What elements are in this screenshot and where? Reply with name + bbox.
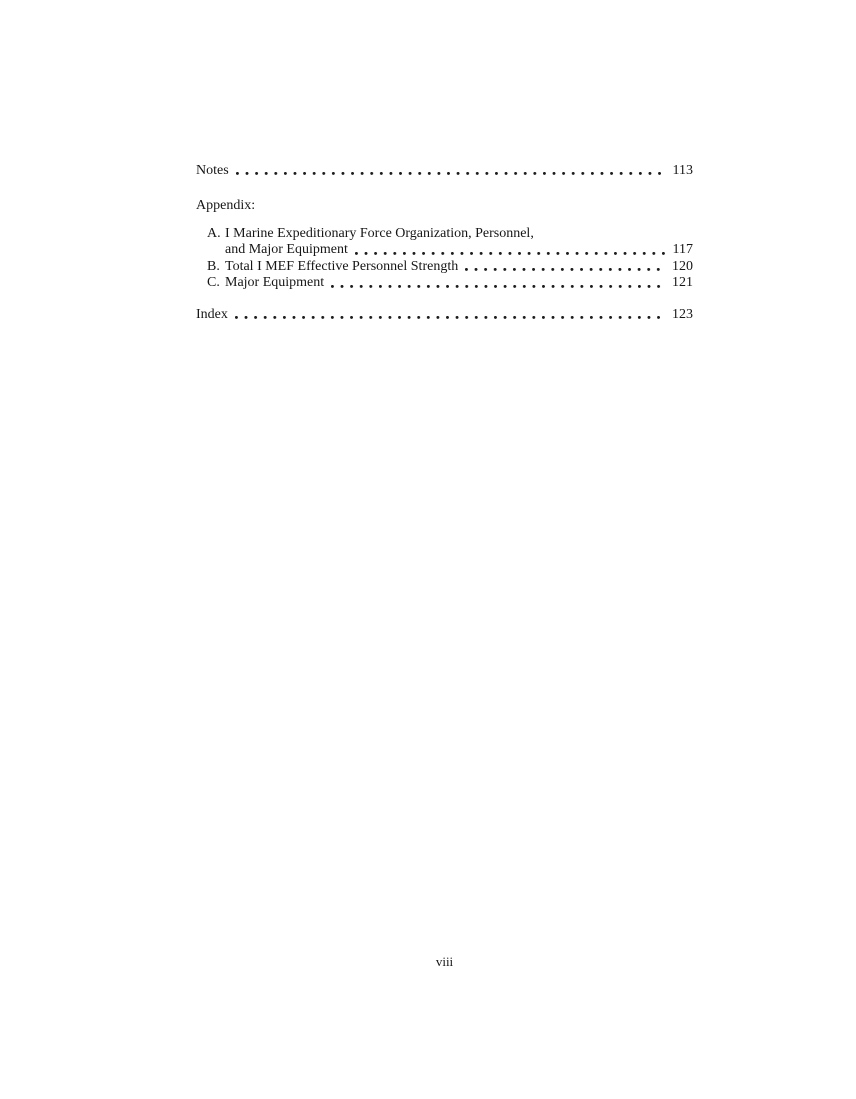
toc-page-number: 117: [672, 242, 693, 258]
toc-entry-label: Index: [196, 307, 228, 322]
appendix-heading: Appendix:: [196, 198, 256, 213]
appendix-letter: B.: [207, 258, 220, 274]
toc-page-number: 120: [672, 258, 693, 274]
folio-page-number: viii: [435, 954, 454, 969]
appendix-a-title-line: [207, 226, 693, 242]
appendix-title-continuation: and Major Equipment: [225, 242, 348, 258]
dot-leader: [331, 285, 666, 288]
toc-page-number: 113: [672, 163, 693, 178]
dot-leader: [235, 316, 666, 319]
dot-leader: [355, 252, 667, 255]
appendix-letter: A.: [207, 226, 221, 241]
appendix-letter: C.: [207, 275, 220, 291]
toc-entry-appendix-b: [207, 259, 693, 275]
appendix-a-continuation-line: [207, 242, 693, 258]
appendix-title: Total I MEF Effective Personnel Strength: [225, 258, 459, 274]
appendix-list: [207, 226, 693, 292]
toc-page-number: 123: [672, 307, 693, 322]
toc-entry-index: [196, 306, 693, 323]
appendix-title: I Marine Expeditionary Force Organization, Personnel,: [225, 226, 534, 241]
toc-page-number: 121: [672, 275, 693, 291]
page-footer: [196, 954, 693, 970]
toc-entry-appendix-c: [207, 275, 693, 291]
dot-leader: [465, 268, 666, 271]
toc-entry-notes: [196, 162, 693, 179]
toc-entry-label: Notes: [196, 163, 229, 178]
appendix-title: Major Equipment: [225, 275, 325, 291]
dot-leader: [236, 172, 667, 175]
toc-entry-appendix-a: [207, 226, 693, 259]
